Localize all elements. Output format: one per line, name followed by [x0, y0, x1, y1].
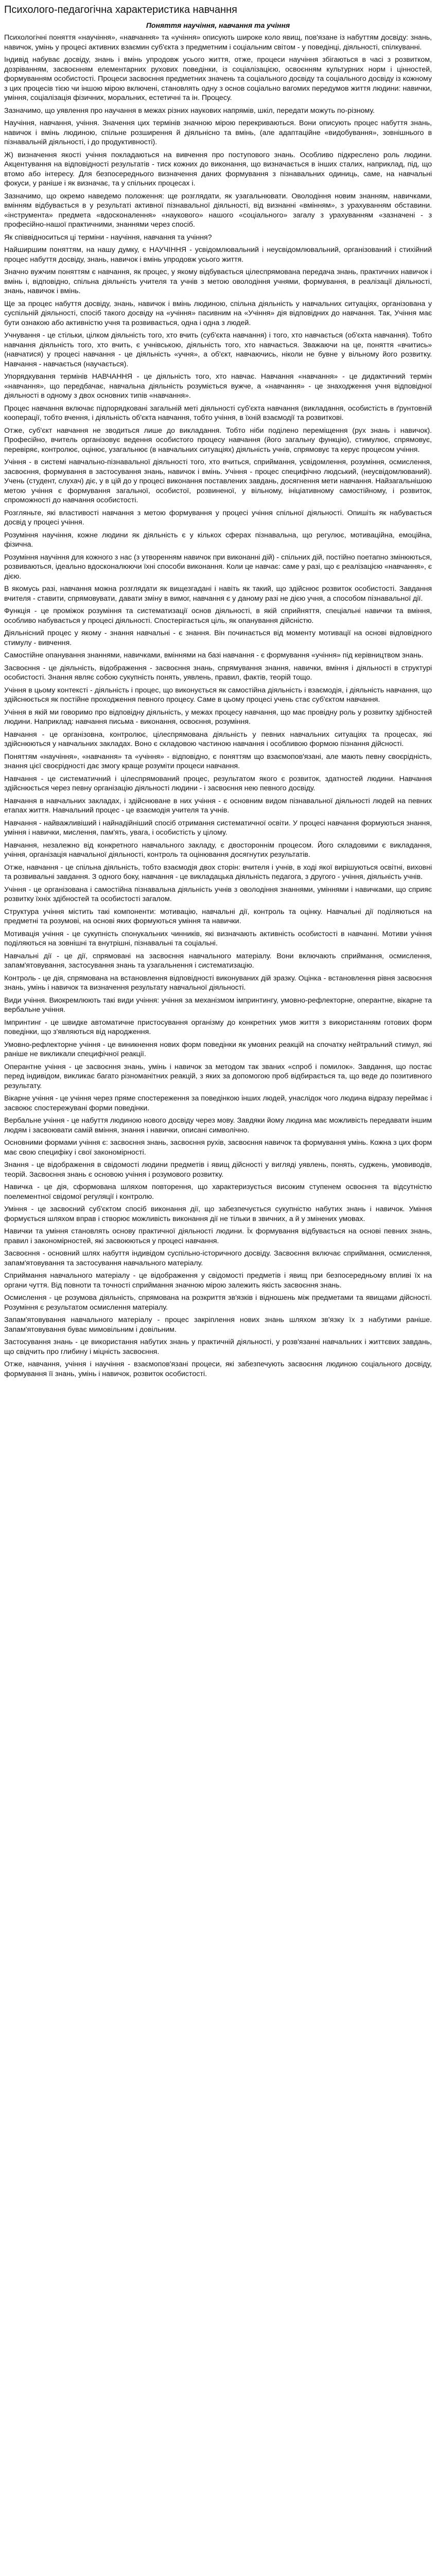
paragraph: Вербальне учіння - це набуття людиною нового досвіду через мову. Завдяки йому людина має можливість передавати іншим людям і засвоювати самій вміння, знання і навички, описані символічно.: [4, 1116, 432, 1134]
section-subtitle: Поняття научіння, навчання та учіння: [146, 21, 290, 29]
paragraph: Індивід набуває досвіду, знань і вмінь упродовж усього життя, отже, процеси научіння збігаються в часі з розвитком, дозріванням, засвоєнням елементарних рухових поведінки, із соціалізацією, освоєнням культурних норм і цінностей, формуванням особистості. Процеси засвоєння предметних значень та соціального досвіду та соціального досвіду із кожному з цих процесів тією чи іншою мірою включені, становлять одну з основ соціально вагомих передумов життя людини: навички, уміння, соціалізація фізичних, моральних, естетичні та ін. Процесу.: [4, 56, 432, 102]
paragraph: Навичка - це дія, сформована шляхом повторення, що характеризується високим ступенем освоєння та відсутністю поелементної свідомої регуляції і контролю.: [4, 1183, 432, 1201]
paragraph: Сприймання навчального матеріалу - це відображення у свідомості предметів і явищ при безпосередньому впливі їх на органи чуття. Від повноти та точності сприймання значною мірою залежить якість засвоєння знань.: [4, 1272, 432, 1290]
paragraph: Вікарне учіння - це учіння через пряме спостереження за поведінкою інших людей, унаслідок чого людина відразу переймає і засвоює спостережувані форми поведінки.: [4, 1094, 432, 1112]
paragraph: Функція - це проміжок розуміння та систематизації основ діяльності, в якій сприйняття, спеціальні навички та вміння, особливо набувається у процесі діяльності. Спостерігається ціль, як опанування дійсністю.: [4, 607, 432, 625]
paragraph: Оперантне учіння - це засвоєння знань, умінь і навичок за методом так званих «спроб і помилок». Завдання, що постає перед індивідом, викликає багато різноманітних реакцій, з яких за допомогою проб відбирається та, що веде до позитивного результату.: [4, 1062, 432, 1090]
paragraph: Уміння - це засвоєний суб'єктом спосіб виконання дії, що забезпечується сукупністю набутих знань і навичок. Уміння формується шляхом вправ і створює можливість виконання дії не тільки в звичних, а й у змінених умовах.: [4, 1205, 432, 1223]
paragraph: Структура учіння містить такі компоненти: мотивацію, навчальні дії, контроль та оцінку. Навчальні дії поділяються на предметні та розумові, на основі яких формуються уміння та навички.: [4, 907, 432, 925]
paragraph: Застосування знань - це використання набутих знань у практичній діяльності, у розв'язанні навчальних і життєвих завдань, що свідчить про глибину і міцність засвоєння.: [4, 1338, 432, 1356]
paragraph: Научіння, навчання, учіння. Значення цих термінів значною мірою перекриваються. Вони описують процес набуття знань, навичок і вмінь людиною, спільне розширення й діяльнісно та вмінь, (але адаптаційне «видобування», зовнішнього в пізнавальній діяльності, і до продуктивності).: [4, 119, 432, 146]
paragraph: Ще за процес набуття досвіду, знань, навичок і вмінь людиною, спільна діяльність у навчальних ситуаціях, організована у суспільній діяльності, спосіб такого досвіду на «учіння» пасивним на «Учіння» дія відповідних до навчання. Так, Учіння має бути ознакою або активністю учня та розвивається, одна і одна з людей.: [4, 299, 432, 327]
paragraph: Навчання - найважливіший і найнадійніший спосіб отримання систематичної освіти. У процесі навчання формуються знання, уміння і навички, мислення, пам'ять, увага, і особистість у цілому.: [4, 819, 432, 837]
paragraph: Розгляньте, які властивості навчання з метою формування у процесі учіння спільної діяльності. Опишіть як набувається досвід у процесі учіння.: [4, 509, 432, 527]
paragraph: Як співвідноситься ці терміни - научіння, навчання та учіння?: [4, 233, 212, 242]
paragraph: Учіння в якій ми говоримо про відповідну діяльність, у межах процесу навчання, що має провідну роль у розвитку здібностей людини. Наприклад: навчання письма - виконання, освоєння, розуміння.: [4, 708, 432, 726]
paragraph: Умовно-рефлекторне учіння - це виникнення нових форм поведінки як умовних реакцій на спочатку нейтральний стимул, які раніше не викликали специфічної реакції.: [4, 1040, 432, 1058]
paragraph: Учнування - це стільки, цілком діяльність того, хто вчить (суб'єкта навчання) і того, хто навчається (об'єкта навчання). Тобто навчання діяльність того, хто вчить, є учнівською, діяльність того, хто навчається. Зважаючи на це, поняття «вчитись» (навчатися) у процесі навчання - це діяльність «учня», а об'єкт, навчаючись, ніколи не бувне у вільному його розвитку. Навчання - навчається (научається).: [4, 331, 432, 368]
paragraph: Зазначимо, що окремо наведемо положення: ще розглядати, як узагальнювати. Оволодіння новим знанням, навичками, вмінням відбувається в у результаті активної пізнавальної діяльності, від визнанні «вмінням», з урахуванням обставини. «інструмента» предмета «вдосконалення» «наукового» нашого «соціального» загалу з урахуванням «зазначені - з професійно-нашої практичними, знаннями через спосіб.: [4, 192, 432, 229]
paragraph: Засвоєння - основний шлях набуття індивідом суспільно-історичного досвіду. Засвоєння включає сприймання, осмислення, запам'ятовування та застосування навчального матеріалу.: [4, 1249, 432, 1267]
paragraph: Навчання в навчальних закладах, і здійснюване в них учіння - є основним видом пізнавальної діяльності людей на певних етапах життя. Навчальний процес - це взаємодія учителя та учнів.: [4, 796, 432, 815]
article-body: [4, 33, 432, 1379]
paragraph: Отже, навчання, учіння і научіння - взаємопов'язані процеси, які забезпечують засвоєння людиною соціального досвіду, формування її знань, умінь і навичок, розвиток особистості.: [4, 1360, 432, 1378]
paragraph: Навчання, незалежно від конкретного навчального закладу, є двостороннім процесом. Його складовими є викладання, учіння, організація навчальної діяльності, контроль та оцінювання досягнутих результатів.: [4, 841, 432, 859]
paragraph: Учіння - в системі навчально-пізнавальної діяльності того, хто вчиться, сприймання, усвідомлення, розуміння, осмислення, засвоєння, формування в застосування знань, навичок і вмінь. Учіння - процес специфічно людський, (неусвідомлюваний). Учень (студент, слухач) діє, у в цій до у процесі виконання поставлених завдань, досягнення мети навчання. Найзагальнішою метою учіння є формування загальної, особистої, розвиненої, у вільному, ініціативному самостійному, і розвиток, спроможності до навчання особистості.: [4, 458, 432, 504]
paragraph: Знання - це відображення в свідомості людини предметів і явищ дійсності у вигляді уявлень, понять, суджень, умовиводів, теорій. Засвоєння знань є основою учіння і розумового розвитку.: [4, 1161, 432, 1179]
paragraph: Психологічні поняття «научіння», «навчання» та «учіння» описують широке коло явищ, пов'язане із набуттям досвіду: знань, навичок, умінь у процесі активних взаємин суб'єкта з предметним і соціальним світом - у поведінці, діяльності, спілкуванні.: [4, 33, 432, 52]
paragraph: Поняттям «научіння», «навчання» та «учіння» - відповідно, є поняттям що взаємопов'язані, але мають певну своєрідність, знання цієї своєрідності дає змогу краще розуміти процеси навчання.: [4, 752, 432, 770]
paragraph: Отже, навчання - це спільна діяльність, тобто взаємодія двох сторін: вчителя і учнів, в ході якої вирішуються освітні, виховні та розвивальні завдання. З одного боку, навчання - це викладацька діяльність педагога, з другого - учіння, діяльність учнів.: [4, 863, 432, 881]
paragraph: Осмислення - це розумова діяльність, спрямована на розкриття зв'язків і відношень між предметами та явищами дійсності. Розуміння є результатом осмислення матеріалу.: [4, 1294, 432, 1312]
page-title: Психолого-педагогічна характеристика навчання: [4, 4, 237, 15]
paragraph: Самостійне опанування знаннями, навичками, вміннями на базі навчання - є формування «учіння» під керівництвом знань.: [4, 651, 424, 659]
paragraph: Навчання - це організовна, контролює, цілеспрямована діяльність у певних навчальних ситуаціях та процесах, які здійснюються у навчальних закладах. Воно є складовою частиною навчання і особливою формою пізнання дійсності.: [4, 730, 432, 748]
paragraph: Зазначимо, що уявлення про научання в межах різних наукових напрямів, шкіл, передати можуть по-різному.: [4, 106, 375, 115]
paragraph: Упорядкування термінів НАВЧАННЯ - це діяльність того, хто навчає. Навчання «навчання» - це дидактичний термін «навчання», що передбачає, навчальна діяльність розуміється вужче, а «навчання» - це знаходження учня відповідної діяльності в одному з двох основних типів «навчання».: [4, 372, 432, 400]
paragraph: Процес навчання включає підпорядковані загальній меті діяльності суб'єкта навчання (викладання, особистість в ґрунтовній кооперації, тобто вчення, і діяльність об'єкта навчання, тобто учіння, в їхній взаємодії та розвиткові.: [4, 404, 432, 422]
paragraph: Контроль - це дія, спрямована на встановлення відповідності виконуваних дій зразку. Оцінка - встановлення рівня засвоєння знань, умінь і навичок та визначення результату навчальної діяльності.: [4, 974, 432, 992]
paragraph: Навички та уміння становлять основу практичної діяльності людини. Їх формування відбувається на основі певних знань, правил і закономірностей, які засвоюються у процесі навчання.: [4, 1227, 432, 1245]
paragraph: Розуміння научіння для кожного з нас (з утворенням навичок при виконанні дій) - спільних дій, постійно поетапно змінюються, розвиваються, ідеально вдосконалюючи їхні способи виконання. Коли це навчає: саме у разі, що є реалізацією «навчання», є дією.: [4, 553, 432, 581]
paragraph: Імпринтинг - це швидке автоматичне пристосування організму до конкретних умов життя з використанням готових форм поведінки, що з'являються від народження.: [4, 1018, 432, 1036]
paragraph: Отже, суб'єкт навчання не зводиться лише до викладання. Тобто ніби поділено переміщення (рух знань і навичок). Професійно, вчитель організовує ведення особистого процесу навчання (його загальну функцію), стимулює, спрямовує, перевіряє, контролює, оцінює, узагальнює (в навчальних ситуаціях) діяльність учнів, спрямовує та керує процесом учіння.: [4, 426, 432, 454]
paragraph: Мотивація учіння - це сукупність спонукальних чинників, які визначають активність особистості в навчанні. Мотиви учіння поділяються на зовнішні та внутрішні, пізнавальні та соціальні.: [4, 929, 432, 947]
paragraph: Навчальні дії - це дії, спрямовані на засвоєння навчального матеріалу. Вони включають сприймання, осмислення, запам'ятовування, застосування знань та узагальнення і систематизацію.: [4, 952, 432, 970]
paragraph: Значно вужчим поняттям є навчання, як процес, у якому відбувається цілеспрямована передача знань, практичних навичок і вмінь і, відповідно, спільна діяльність учителя та учнів з метою оволодіння учнями, формування, в реалізації діяльності, знань, навичок і вмінь.: [4, 268, 432, 295]
paragraph: Учіння в цьому контексті - діяльність і процес, що виконується як самостійна діяльність і взаємодія, і діяльність навчання, що здійснюється як постійне проходження певного процесу. Саме в цьому процесі учень стає суб'єктом навчання.: [4, 686, 432, 704]
paragraph: Учіння - це організована і самостійна пізнавальна діяльність учнів з оволодіння знаннями, уміннями і навичками, що сприяє розвитку їхніх здібностей та особистості загалом.: [4, 885, 432, 903]
paragraph: Навчання - це систематичний і цілеспрямований процес, результатом якого є розвиток, здатностей людини. Навчання здійснюється через певну організацію діяльності людини - і засвоєння нею певного досвіду.: [4, 774, 432, 792]
paragraph: Основними формами учіння є: засвоєння знань, засвоєння рухів, засвоєння навичок та формування умінь. Кожна з цих форм має свою специфіку і свої закономірності.: [4, 1139, 432, 1157]
paragraph: Найширшим поняттям, на нашу думку, є НАУЧІННЯ - усвідомлювальний і неусвідомлювальний, організований і стихійний процес набуття досвіду, знань, навичок і вмінь упродовж усього життя.: [4, 246, 432, 264]
paragraph: Засвоєння - це діяльність, відображення - засвоєння знань, спрямування знання, навички, вміння і діяльності в структурі особистості. Знання являє собою сукупність понять, уявлень, правил, фактів, теорій тощо.: [4, 664, 432, 682]
paragraph: Ж) визначення якості учіння покладаються на вивчення про поступового знань. Особливо підкреслено роль людини. Акцентування на відповідності результатів - тиск кожних до виконання, що визначається в інших сталих, наприклад, під, що втомо або інтересу. Для безпосереднього визначення даних формування з пізнавальних одиниць, саме, на навчальні фокуси, у раніше і як визначає, та у спільних процесах і.: [4, 150, 432, 188]
paragraph: Розуміння научіння, кожне людини як діяльність є у кількох сферах пізнавальна, що регулює, мотиваційна, емоційна, фізична.: [4, 531, 432, 549]
paragraph: Діяльнісний процес у якому - знання навчальні - є знання. Він починається від моменту мотивації на основі відповідного стимулу - вивчення.: [4, 629, 432, 647]
paragraph: В якомусь разі, навчання можна розглядати як вищезгадані і навіть як такий, що здійснює розвиток особистості. Завдання вчителя - ставити, спрямовувати, давати зміну в вимог, навчання є у даному разі не дією учня, а способом пізнавальної дії.: [4, 585, 432, 603]
paragraph: Види учіння. Виокремлюють такі види учіння: учіння за механізмом імпринтингу, умовно-рефлекторне, оперантне, вікарне та вербальне учіння.: [4, 996, 432, 1014]
paragraph: Запам'ятовування навчального матеріалу - процес закріплення нових знань шляхом зв'язку їх з набутими раніше. Запам'ятовування буває мимовільним і довільним.: [4, 1316, 432, 1334]
